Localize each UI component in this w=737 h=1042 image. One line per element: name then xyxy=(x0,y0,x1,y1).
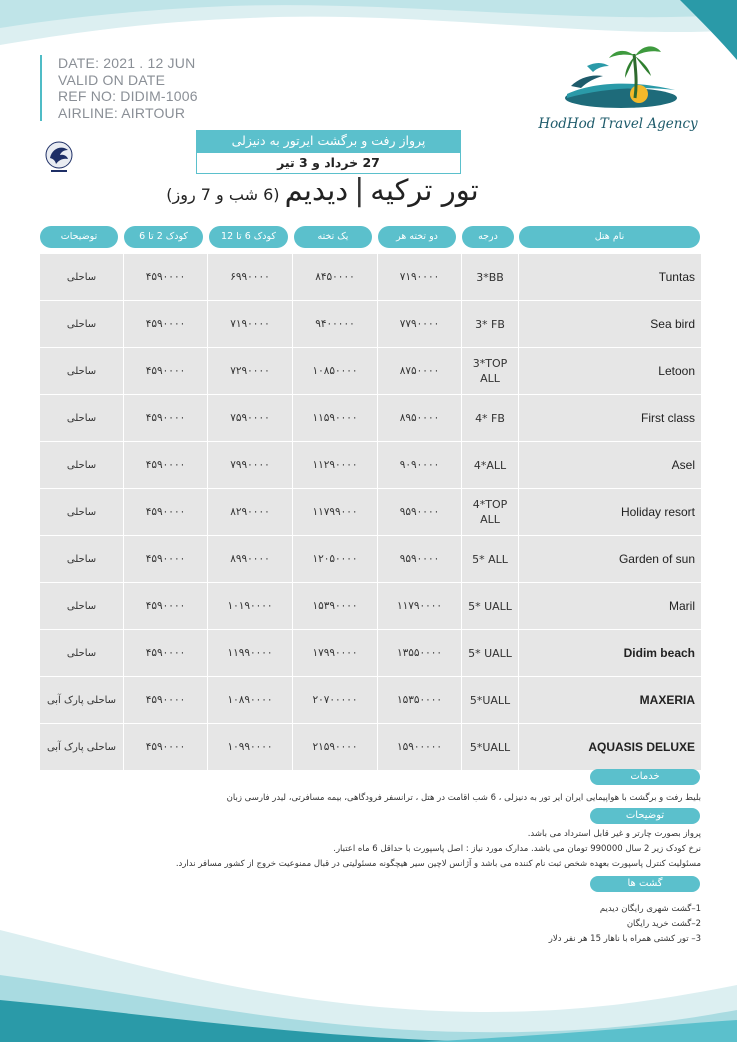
cell-single: ۱۱۲۹۰۰۰۰ xyxy=(293,442,377,488)
cell-note: ساحلی پارک آبی xyxy=(40,677,123,723)
table-row xyxy=(40,301,701,348)
agency-logo xyxy=(533,32,703,144)
title-duration: (6 شب و 7 روز) xyxy=(166,185,280,204)
cell-note: ساحلی xyxy=(40,395,123,441)
cell-single: ۱۲۰۵۰۰۰۰ xyxy=(293,536,377,582)
price-table xyxy=(40,254,701,771)
cell-note: ساحلی xyxy=(40,348,123,394)
cell-child-6-12: ۸۲۹۰۰۰۰ xyxy=(208,489,292,535)
cell-double: ۸۹۵۰۰۰۰ xyxy=(378,395,461,441)
table-row xyxy=(40,348,701,395)
cell-child-6-12: ۷۹۹۰۰۰۰ xyxy=(208,442,292,488)
header-grade: درجه xyxy=(462,226,514,248)
cell-double: ۷۱۹۰۰۰۰ xyxy=(378,254,461,300)
cell-hotel: Sea bird xyxy=(519,301,701,347)
page-title xyxy=(140,173,505,208)
meta-airline: AIRLINE: AIRTOUR xyxy=(58,104,186,121)
flight-route: پرواز رفت و برگشت ایرتور به دنیزلی xyxy=(196,130,461,152)
cell-single: ۱۱۵۹۰۰۰۰ xyxy=(293,395,377,441)
cell-single: ۸۴۵۰۰۰۰ xyxy=(293,254,377,300)
table-row xyxy=(40,536,701,583)
table-row xyxy=(40,677,701,724)
table-row xyxy=(40,395,701,442)
table-row xyxy=(40,583,701,630)
cell-note: ساحلی پارک آبی xyxy=(40,724,123,770)
cell-child-2-6: ۴۵۹۰۰۰۰ xyxy=(124,254,207,300)
header-single: یک تخته xyxy=(294,226,372,248)
meta-ref: REF NO: DIDIM-1006 xyxy=(58,88,198,104)
cell-grade: 4* FB xyxy=(462,395,518,441)
cell-note: ساحلی xyxy=(40,301,123,347)
cell-child-6-12: ۷۵۹۰۰۰۰ xyxy=(208,395,292,441)
cell-note: ساحلی xyxy=(40,583,123,629)
title-city: دیدیم xyxy=(284,173,349,207)
cell-child-6-12: ۱۰۱۹۰۰۰۰ xyxy=(208,583,292,629)
cell-child-6-12: ۸۹۹۰۰۰۰ xyxy=(208,536,292,582)
notes-title: توضیحات xyxy=(590,808,700,824)
cell-note: ساحلی xyxy=(40,536,123,582)
meta-date: DATE: 2021 . 12 JUN xyxy=(58,55,196,71)
cell-double: ۱۵۹۰۰۰۰۰ xyxy=(378,724,461,770)
airline-logo-icon xyxy=(42,140,76,174)
cell-double: ۹۵۹۰۰۰۰ xyxy=(378,489,461,535)
cell-child-6-12: ۷۱۹۰۰۰۰ xyxy=(208,301,292,347)
cell-grade: 4*ALL xyxy=(462,442,518,488)
cell-single: ۱۵۳۹۰۰۰۰ xyxy=(293,583,377,629)
cell-double: ۷۷۹۰۰۰۰ xyxy=(378,301,461,347)
cell-hotel: Maril xyxy=(519,583,701,629)
services-text: بلیط رفت و برگشت با هواپیمایی ایران ایر تور به دنیزلی ، 6 شب اقامت در هتل ، ترانسفر فرودگاهی، بیمه مسافرتی، لیدر فارسی زبان xyxy=(226,793,701,803)
cell-child-2-6: ۴۵۹۰۰۰۰ xyxy=(124,724,207,770)
header-hotel: نام هتل xyxy=(519,226,700,248)
tours-line-2: 2–گشت خرید رایگان xyxy=(626,919,701,929)
title-main: تور ترکیه xyxy=(370,173,479,207)
agency-name: HodHod Travel Agency xyxy=(538,116,698,132)
header-double: دو تخته هر xyxy=(378,226,456,248)
notes-line-2: نرخ کودک زیر 2 سال 990000 تومان می باشد. مدارک مورد نیاز : اصل پاسپورت با حداقل 6 ماه اعتبار. xyxy=(333,844,701,854)
cell-single: ۲۰۷۰۰۰۰۰ xyxy=(293,677,377,723)
header-child-6-12: کودک 6 تا 12 xyxy=(209,226,288,248)
cell-single: ۹۴۰۰۰۰۰ xyxy=(293,301,377,347)
notes-line-1: پرواز بصورت چارتر و غیر قابل استرداد می باشد. xyxy=(527,829,701,839)
cell-child-2-6: ۴۵۹۰۰۰۰ xyxy=(124,348,207,394)
cell-child-2-6: ۴۵۹۰۰۰۰ xyxy=(124,301,207,347)
document-meta xyxy=(40,55,198,121)
cell-grade: 3*BB xyxy=(462,254,518,300)
notes-line-3: مسئولیت کنترل پاسپورت بعهده شخص ثبت نام کننده می باشد و آژانس لاچین سیر هیچگونه مسئولیتی در قبال ممنوعیت خروج از کشور مسافر ندارد. xyxy=(175,859,701,869)
cell-child-6-12: ۷۲۹۰۰۰۰ xyxy=(208,348,292,394)
cell-grade: 5* UALL xyxy=(462,583,518,629)
table-row xyxy=(40,724,701,771)
cell-child-2-6: ۴۵۹۰۰۰۰ xyxy=(124,489,207,535)
cell-double: ۹۵۹۰۰۰۰ xyxy=(378,536,461,582)
cell-grade: 5* ALL xyxy=(462,536,518,582)
cell-hotel: Tuntas xyxy=(519,254,701,300)
cell-note: ساحلی xyxy=(40,254,123,300)
cell-grade: 5* UALL xyxy=(462,630,518,676)
cell-hotel: Garden of sun xyxy=(519,536,701,582)
table-row xyxy=(40,489,701,536)
cell-double: ۹۰۹۰۰۰۰ xyxy=(378,442,461,488)
cell-hotel: Holiday resort xyxy=(519,489,701,535)
cell-grade: 4*TOP ALL xyxy=(462,489,518,535)
cell-child-2-6: ۴۵۹۰۰۰۰ xyxy=(124,442,207,488)
table-row xyxy=(40,630,701,677)
cell-child-2-6: ۴۵۹۰۰۰۰ xyxy=(124,395,207,441)
cell-note: ساحلی xyxy=(40,630,123,676)
cell-double: ۸۷۵۰۰۰۰ xyxy=(378,348,461,394)
cell-single: ۱۱۷۹۹۰۰۰ xyxy=(293,489,377,535)
cell-hotel: AQUASIS DELUXE xyxy=(519,724,701,770)
cell-hotel: Asel xyxy=(519,442,701,488)
tours-line-3: 3– تور کشتی همراه با ناهار 15 هر نفر دلار xyxy=(548,934,701,944)
cell-child-2-6: ۴۵۹۰۰۰۰ xyxy=(124,630,207,676)
cell-grade: 5*UALL xyxy=(462,724,518,770)
flight-dates: 27 خرداد و 3 تیر xyxy=(196,152,461,174)
flight-info xyxy=(196,130,461,174)
cell-child-6-12: ۱۱۹۹۰۰۰۰ xyxy=(208,630,292,676)
cell-child-6-12: ۱۰۸۹۰۰۰۰ xyxy=(208,677,292,723)
title-separator: | xyxy=(354,173,365,208)
cell-child-2-6: ۴۵۹۰۰۰۰ xyxy=(124,536,207,582)
cell-note: ساحلی xyxy=(40,489,123,535)
cell-child-6-12: ۶۹۹۰۰۰۰ xyxy=(208,254,292,300)
table-row xyxy=(40,442,701,489)
cell-single: ۱۰۸۵۰۰۰۰ xyxy=(293,348,377,394)
cell-grade: 5*UALL xyxy=(462,677,518,723)
cell-hotel: Letoon xyxy=(519,348,701,394)
cell-child-2-6: ۴۵۹۰۰۰۰ xyxy=(124,583,207,629)
cell-hotel: First class xyxy=(519,395,701,441)
cell-grade: 3*TOP ALL xyxy=(462,348,518,394)
header-child-2-6: کودک 2 تا 6 xyxy=(124,226,203,248)
cell-single: ۱۷۹۹۰۰۰۰ xyxy=(293,630,377,676)
cell-child-6-12: ۱۰۹۹۰۰۰۰ xyxy=(208,724,292,770)
services-title: خدمات xyxy=(590,769,700,785)
cell-double: ۱۳۵۵۰۰۰۰ xyxy=(378,630,461,676)
palm-tree-icon xyxy=(533,32,703,116)
cell-hotel: MAXERIA xyxy=(519,677,701,723)
cell-grade: 3* FB xyxy=(462,301,518,347)
cell-child-2-6: ۴۵۹۰۰۰۰ xyxy=(124,677,207,723)
cell-single: ۲۱۵۹۰۰۰۰ xyxy=(293,724,377,770)
cell-double: ۱۱۷۹۰۰۰۰ xyxy=(378,583,461,629)
header-notes: توضیحات xyxy=(40,226,118,248)
cell-hotel: Didim beach xyxy=(519,630,701,676)
table-row xyxy=(40,254,701,301)
tours-line-1: 1–گشت شهری رایگان دیدیم xyxy=(599,904,701,914)
tours-title: گشت ها xyxy=(590,876,700,892)
meta-valid: VALID ON DATE xyxy=(58,71,166,88)
cell-note: ساحلی xyxy=(40,442,123,488)
cell-double: ۱۵۳۵۰۰۰۰ xyxy=(378,677,461,723)
